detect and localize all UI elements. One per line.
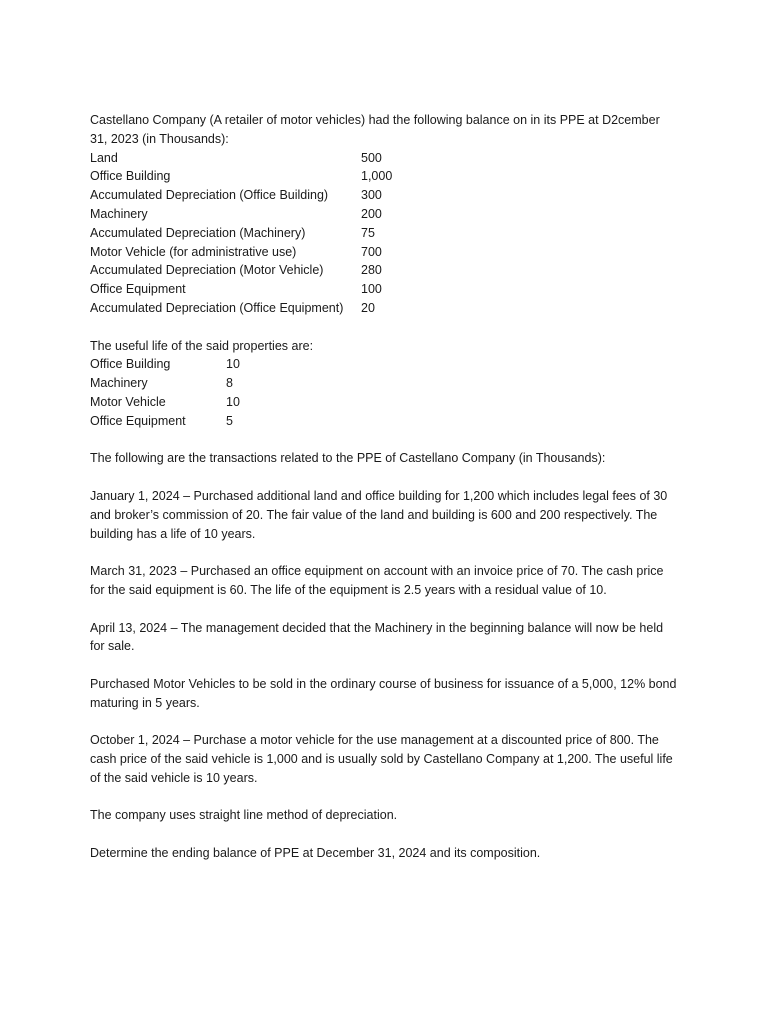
life-value: 8 bbox=[226, 376, 233, 391]
balance-label: Accumulated Depreciation (Machinery) bbox=[90, 225, 306, 240]
intro-paragraph: Castellano Company (A retailer of motor vehicles) had the following balance on in its PPE at D2cember 31, 2023 (in Thousands): bbox=[90, 113, 660, 146]
useful-life-table bbox=[90, 355, 680, 430]
life-label: Motor Vehicle bbox=[90, 394, 166, 409]
balance-label: Accumulated Depreciation (Office Equipment) bbox=[90, 300, 344, 315]
life-label: Machinery bbox=[90, 376, 148, 391]
transaction-paragraph: March 31, 2023 – Purchased an office equipment on account with an invoice price of 70. The cash price for the said equipment is 60. The life of the equipment is 2.5 years with a residual value of 10. bbox=[90, 564, 664, 597]
balance-row-ad-motor-vehicle bbox=[90, 261, 680, 280]
balance-value: 75 bbox=[361, 225, 375, 240]
balance-value: 1,000 bbox=[361, 169, 393, 184]
life-row-office-building bbox=[90, 355, 680, 374]
transaction-paragraph: Purchased Motor Vehicles to be sold in the ordinary course of business for issuance of a 5,000, 12% bond maturing in 5 years. bbox=[90, 676, 677, 710]
balance-row-machinery bbox=[90, 205, 680, 224]
spacer bbox=[90, 431, 680, 450]
question-paragraph: Determine the ending balance of PPE at December 31, 2024 and its composition. bbox=[90, 846, 541, 861]
balance-value: 100 bbox=[361, 282, 382, 297]
balance-label: Accumulated Depreciation (Office Building) bbox=[90, 188, 329, 203]
balance-value: 280 bbox=[361, 263, 382, 278]
transaction-paragraph: January 1, 2024 – Purchased additional land and office building for 1,200 which includes legal fees of 30 and broker’s commission of 20. The fair value of the land and building is 600 and 200 respectively. The building has a life of 10 years. bbox=[90, 488, 668, 541]
spacer bbox=[90, 656, 680, 675]
balance-label: Office Equipment bbox=[90, 282, 186, 297]
balance-row-ad-office-building bbox=[90, 186, 680, 205]
life-value: 5 bbox=[226, 413, 233, 428]
balance-row-office-building bbox=[90, 167, 680, 186]
spacer bbox=[90, 713, 680, 732]
transaction-paragraph: April 13, 2024 – The management decided that the Machinery in the beginning balance will now be held for sale. bbox=[90, 620, 664, 654]
balance-row-ad-machinery bbox=[90, 224, 680, 243]
balance-row-office-equipment bbox=[90, 280, 680, 299]
balance-value: 300 bbox=[361, 188, 382, 203]
balance-label: Land bbox=[90, 150, 118, 165]
life-row-machinery bbox=[90, 374, 680, 393]
balance-label: Office Building bbox=[90, 169, 171, 184]
balance-label: Accumulated Depreciation (Motor Vehicle) bbox=[90, 263, 324, 278]
balance-value: 20 bbox=[361, 300, 375, 315]
balance-label: Motor Vehicle (for administrative use) bbox=[90, 244, 297, 259]
spacer bbox=[90, 788, 680, 807]
balance-label: Machinery bbox=[90, 206, 148, 221]
method-note: The company uses straight line method of depreciation. bbox=[90, 808, 398, 823]
balance-value: 200 bbox=[361, 206, 382, 221]
useful-life-heading: The useful life of the said properties are: bbox=[90, 338, 314, 353]
spacer bbox=[90, 600, 680, 619]
balance-row-ad-office-equipment bbox=[90, 299, 680, 318]
transactions-heading: The following are the transactions related to the PPE of Castellano Company (in Thousands): bbox=[90, 451, 606, 466]
spacer bbox=[90, 825, 680, 844]
spacer bbox=[90, 318, 680, 337]
balance-table bbox=[90, 149, 680, 318]
life-row-office-equipment bbox=[90, 412, 680, 431]
life-label: Office Equipment bbox=[90, 413, 186, 428]
spacer bbox=[90, 468, 680, 487]
life-row-motor-vehicle bbox=[90, 393, 680, 412]
balance-row-land bbox=[90, 149, 680, 168]
balance-value: 700 bbox=[361, 244, 382, 259]
balance-value: 500 bbox=[361, 150, 382, 165]
life-value: 10 bbox=[226, 357, 240, 372]
life-value: 10 bbox=[226, 394, 240, 409]
life-label: Office Building bbox=[90, 357, 171, 372]
document-page bbox=[90, 111, 680, 863]
balance-row-motor-vehicle bbox=[90, 243, 680, 262]
transaction-paragraph: October 1, 2024 – Purchase a motor vehicle for the use management at a discounted price of 800. The cash price of the said vehicle is 1,000 and is usually sold by Castellano Company at 1,200. The useful life of the said vehicle is 10 years. bbox=[90, 733, 673, 785]
spacer bbox=[90, 543, 680, 562]
